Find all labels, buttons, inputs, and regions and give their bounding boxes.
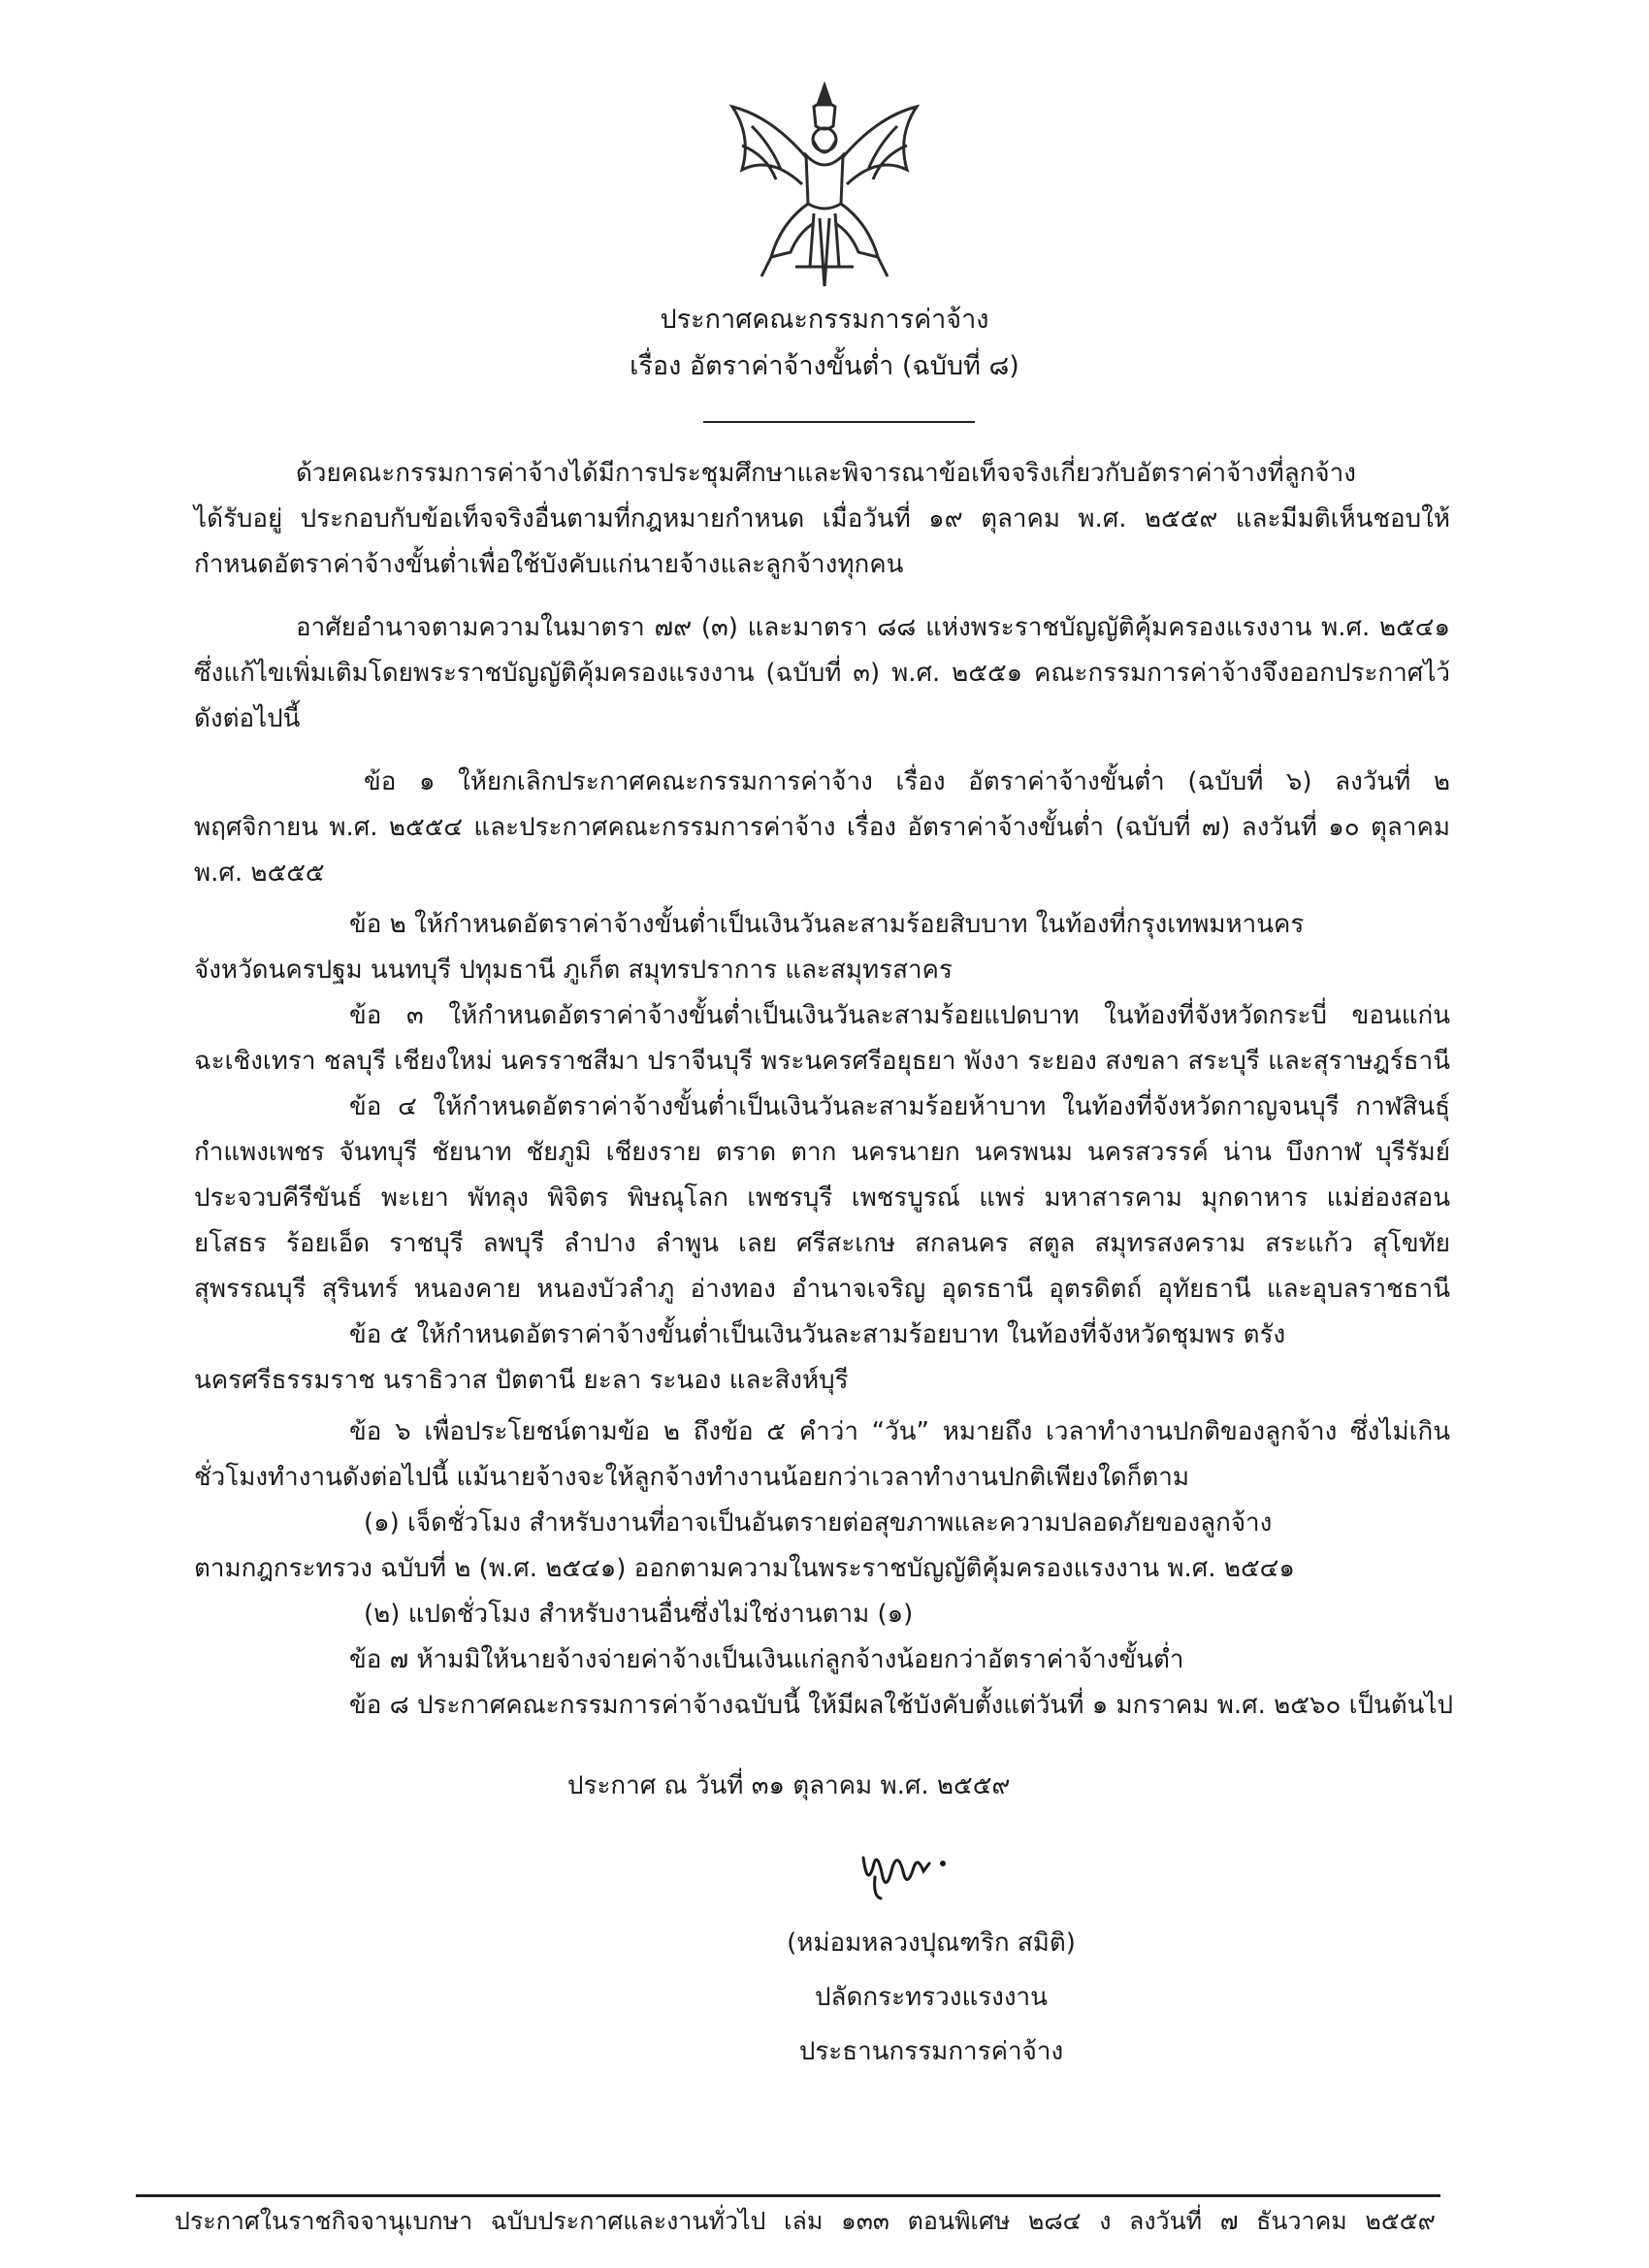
body-line: ด้วยคณะกรรมการค่าจ้างได้มีการประชุมศึกษาและพิจารณาข้อเท็จจริงเกี่ยวกับอัตราค่าจ้างที่ลูกจ้าง: [296, 459, 1356, 488]
announcement-date: ประกาศ ณ วันที่ ๓๑ ตุลาคม พ.ศ. ๒๕๕๙: [567, 1771, 1011, 1800]
clause-1-line: ข้อ ๑ ให้ยกเลิกประกาศคณะกรรมการค่าจ้าง เรื่อง อัตราค่าจ้างขั้นต่ำ (ฉบับที่ ๖) ลงวันที่ ๒: [364, 767, 1450, 796]
clause-5-line: นครศรีธรรมราช นราธิวาส ปัตตานี ยะลา ระนอง และสิงห์บุรี: [194, 1366, 849, 1395]
clause-3-line: ข้อ ๓ ให้กำหนดอัตราค่าจ้างขั้นต่ำเป็นเงินวันละสามร้อยแปดบาท ในท้องที่จังหวัดกระบี่ ขอนแก่น: [349, 1001, 1450, 1030]
body-line: ได้รับอยู่ ประกอบกับข้อเท็จจริงอื่นตามที่กฎหมายกำหนด เมื่อวันที่ ๑๙ ตุลาคม พ.ศ. ๒๕๕๙ และมีมติเห็นชอบให้: [194, 504, 1450, 534]
clause-6-item-1: (๑) เจ็ดชั่วโมง สำหรับงานที่อาจเป็นอันตรายต่อสุขภาพและความปลอดภัยของลูกจ้าง: [364, 1508, 1273, 1538]
clause-6-line: ข้อ ๖ เพื่อประโยชน์ตามข้อ ๒ ถึงข้อ ๕ คำว่า “วัน” หมายถึง เวลาทำงานปกติของลูกจ้าง ซึ่งไม่เกิน: [349, 1417, 1450, 1446]
clause-5-line: ข้อ ๕ ให้กำหนดอัตราค่าจ้างขั้นต่ำเป็นเงินวันละสามร้อยบาท ในท้องที่จังหวัดชุมพร ตรัง: [349, 1320, 1286, 1349]
gazette-footer: ประกาศในราชกิจจานุเบกษา ฉบับประกาศและงานทั่วไป เล่ม ๑๓๓ ตอนพิเศษ ๒๘๔ ง ลงวันที่ ๗ ธันวาคม ๒๕๕๙: [175, 2207, 1436, 2235]
garuda-emblem-icon: [713, 78, 936, 296]
clause-6-line: ชั่วโมงทำงานดังต่อไปนี้ แม้นายจ้างจะให้ลูกจ้างทำงานน้อยกว่าเวลาทำงานปกติเพียงใดก็ตาม: [194, 1463, 1190, 1492]
clause-4-line: สุพรรณบุรี สุรินทร์ หนองคาย หนองบัวลำภู อ่างทอง อำนาจเจริญ อุดรธานี อุตรดิตถ์ อุทัยธานี และอุบลราชธานี: [194, 1275, 1450, 1304]
signature-icon: [854, 1838, 960, 1906]
clause-1-line: พ.ศ. ๒๕๕๕: [194, 859, 325, 888]
title-divider: [703, 421, 975, 423]
clause-8-line: ข้อ ๘ ประกาศคณะกรรมการค่าจ้างฉบับนี้ ให้มีผลใช้บังคับตั้งแต่วันที่ ๑ มกราคม พ.ศ. ๒๕๖๐ เป็นต้นไป: [349, 1691, 1454, 1720]
clause-6-item-2: (๒) แปดชั่วโมง สำหรับงานอื่นซึ่งไม่ใช่งานตาม (๑): [364, 1600, 914, 1629]
signer-name: (หม่อมหลวงปุณฑริก สมิติ): [787, 1928, 1076, 1958]
clause-1-line: พฤศจิกายน พ.ศ. ๒๕๕๔ และประกาศคณะกรรมการค่าจ้าง เรื่อง อัตราค่าจ้างขั้นต่ำ (ฉบับที่ ๗) ลงวันที่ ๑๐ ตุลาคม: [194, 813, 1450, 842]
signer-position: ประธานกรรมการค่าจ้าง: [798, 2037, 1064, 2066]
body-line: อาศัยอำนาจตามความในมาตรา ๗๙ (๓) และมาตรา ๘๘ แห่งพระราชบัญญัติคุ้มครองแรงงาน พ.ศ. ๒๕๔๑: [296, 613, 1450, 642]
announcement-subject: เรื่อง อัตราค่าจ้างขั้นต่ำ (ฉบับที่ ๘): [630, 351, 1019, 381]
body-line: ซึ่งแก้ไขเพิ่มเติมโดยพระราชบัญญัติคุ้มครองแรงงาน (ฉบับที่ ๓) พ.ศ. ๒๕๕๑ คณะกรรมการค่าจ้างจึงออกประกาศไว้: [194, 659, 1450, 688]
clause-4-line: ยโสธร ร้อยเอ็ด ราชบุรี ลพบุรี ลำปาง ลำพูน เลย ศรีสะเกษ สกลนคร สตูล สมุทรสงคราม สระแก้ว สุโขทัย: [194, 1229, 1450, 1258]
clause-2-line: จังหวัดนครปฐม นนทบุรี ปทุมธานี ภูเก็ต สมุทรปราการ และสมุทรสาคร: [194, 956, 953, 985]
body-line: กำหนดอัตราค่าจ้างขั้นต่ำเพื่อใช้บังคับแก่นายจ้างและลูกจ้างทุกคน: [194, 550, 904, 579]
clause-2-line: ข้อ ๒ ให้กำหนดอัตราค่าจ้างขั้นต่ำเป็นเงินวันละสามร้อยสิบบาท ในท้องที่กรุงเทพมหานคร: [349, 910, 1305, 939]
clause-4-line: กำแพงเพชร จันทบุรี ชัยนาท ชัยภูมิ เชียงราย ตราด ตาก นครนายก นครพนม นครสวรรค์ น่าน บึงกาฬ บุรีรัมย์: [194, 1138, 1450, 1167]
clause-4-line: ข้อ ๔ ให้กำหนดอัตราค่าจ้างขั้นต่ำเป็นเงินวันละสามร้อยห้าบาท ในท้องที่จังหวัดกาญจนบุรี กาฬสินธุ์: [349, 1092, 1450, 1121]
body-line: ดังต่อไปนี้: [194, 704, 301, 733]
clause-3-line: ฉะเชิงเทรา ชลบุรี เชียงใหม่ นครราชสีมา ปราจีนบุรี พระนครศรีอยุธยา พังงา ระยอง สงขลา สระบุรี และสุราษฎร์ธานี: [194, 1047, 1450, 1076]
clause-6-item-1: ตามกฎกระทรวง ฉบับที่ ๒ (พ.ศ. ๒๕๔๑) ออกตามความในพระราชบัญญัติคุ้มครองแรงงาน พ.ศ. ๒๕๔๑: [194, 1554, 1295, 1583]
announcement-title: ประกาศคณะกรรมการค่าจ้าง: [660, 305, 989, 335]
clause-7-line: ข้อ ๗ ห้ามมิให้นายจ้างจ่ายค่าจ้างเป็นเงินแก่ลูกจ้างน้อยกว่าอัตราค่าจ้างขั้นต่ำ: [349, 1645, 1184, 1674]
clause-4-line: ประจวบคีรีขันธ์ พะเยา พัทลุง พิจิตร พิษณุโลก เพชรบุรี เพชรบูรณ์ แพร่ มหาสารคาม มุกดาหาร แม่ฮ่องสอน: [194, 1183, 1450, 1213]
announcement-body: [194, 451, 1454, 1729]
signer-position: ปลัดกระทรวงแรงงาน: [815, 1983, 1048, 2012]
footer-divider: [136, 2194, 1440, 2197]
